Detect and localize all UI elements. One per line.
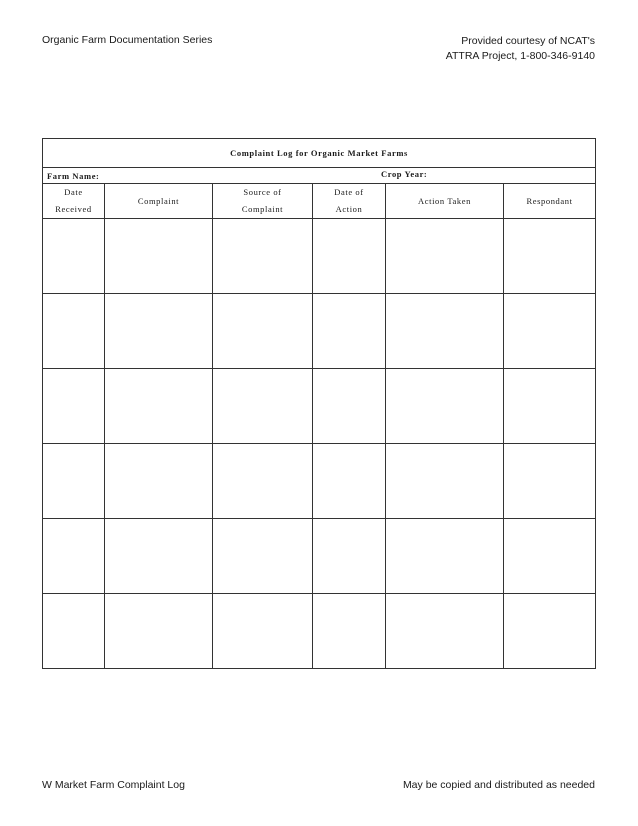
crop-year-label: Crop Year: (381, 169, 428, 179)
blank-cell[interactable] (105, 594, 213, 669)
footer-copy-note: May be copied and distributed as needed (402, 779, 595, 791)
blank-cell[interactable] (504, 519, 596, 594)
blank-cell[interactable] (43, 369, 105, 444)
farm-name-label: Farm Name: (47, 170, 100, 181)
blank-cell[interactable] (386, 594, 504, 669)
blank-cell[interactable] (213, 294, 313, 369)
blank-cell[interactable] (504, 219, 596, 294)
courtesy-note (446, 34, 595, 64)
blank-cell[interactable] (213, 444, 313, 519)
blank-cell[interactable] (43, 294, 105, 369)
blank-cell[interactable] (386, 369, 504, 444)
blank-cell[interactable] (313, 369, 386, 444)
farm-info-row (43, 168, 596, 184)
table-row (43, 219, 596, 294)
blank-cell[interactable] (504, 594, 596, 669)
blank-cell[interactable] (43, 219, 105, 294)
col-complaint: Complaint (105, 184, 213, 219)
blank-cell[interactable] (213, 369, 313, 444)
blank-cell[interactable] (213, 594, 313, 669)
blank-cell[interactable] (504, 369, 596, 444)
blank-cell[interactable] (386, 444, 504, 519)
form-title: Complaint Log for Organic Market Farms (43, 139, 596, 168)
col-date-of-action: Date of Action (313, 184, 386, 219)
courtesy-line-2: ATTRA Project, 1-800-346-9140 (445, 50, 595, 62)
blank-cell[interactable] (105, 219, 213, 294)
blank-cell[interactable] (313, 294, 386, 369)
complaint-log-table (42, 138, 596, 669)
blank-cell[interactable] (386, 219, 504, 294)
blank-cell[interactable] (386, 294, 504, 369)
blank-cell[interactable] (43, 519, 105, 594)
blank-cell[interactable] (105, 519, 213, 594)
col-action-taken: Action Taken (386, 184, 504, 219)
table-row (43, 444, 596, 519)
blank-cell[interactable] (504, 294, 596, 369)
blank-cell[interactable] (313, 594, 386, 669)
table-row (43, 294, 596, 369)
courtesy-line-1: Provided courtesy of NCAT's (461, 35, 595, 47)
col-date-received: Date Received (43, 184, 105, 219)
col-source: Source of Complaint (213, 184, 313, 219)
footer-form-name: W Market Farm Complaint Log (42, 779, 185, 791)
blank-cell[interactable] (43, 444, 105, 519)
series-title: Organic Farm Documentation Series (42, 34, 213, 46)
blank-cell[interactable] (43, 594, 105, 669)
blank-cell[interactable] (105, 444, 213, 519)
blank-cell[interactable] (213, 219, 313, 294)
blank-cell[interactable] (213, 519, 313, 594)
blank-cell[interactable] (105, 369, 213, 444)
blank-cell[interactable] (386, 519, 504, 594)
blank-cell[interactable] (105, 294, 213, 369)
table-row (43, 369, 596, 444)
col-respondant: Respondant (504, 184, 596, 219)
blank-cell[interactable] (313, 519, 386, 594)
blank-cell[interactable] (313, 219, 386, 294)
table-row (43, 519, 596, 594)
table-row (43, 594, 596, 669)
blank-cell[interactable] (313, 444, 386, 519)
blank-cell[interactable] (504, 444, 596, 519)
